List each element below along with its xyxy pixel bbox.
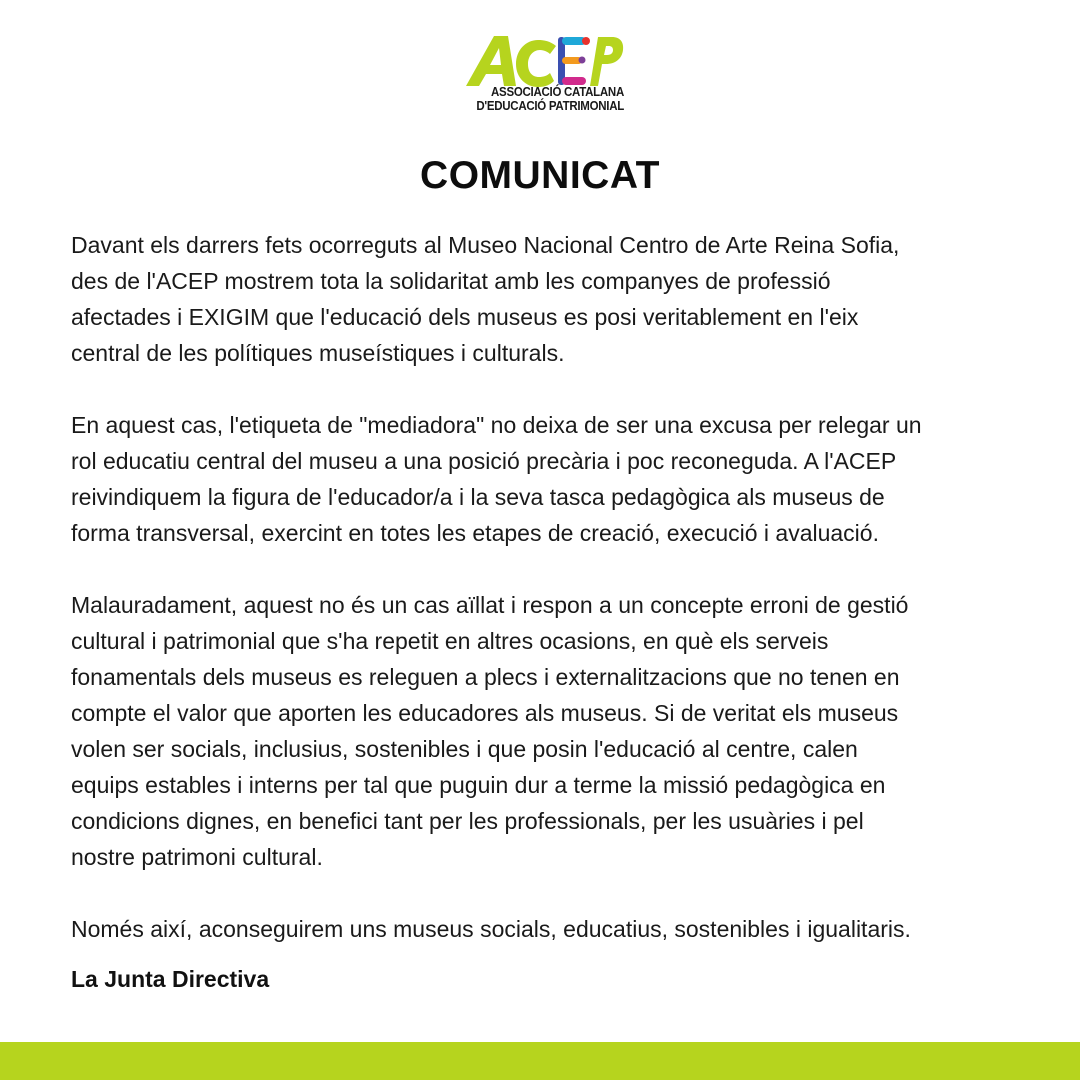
acep-logo xyxy=(462,32,624,118)
paragraph-line: condicions dignes, en benefici tant per les professionals, per les usuàries i pel xyxy=(71,808,864,834)
paragraph-line: compte el valor que aporten les educadores als museus. Si de veritat els museus xyxy=(71,700,899,726)
paragraph-line: Només així, aconseguirem uns museus socials, educatius, sostenibles i igualitaris. xyxy=(71,916,911,942)
paragraph-line: cultural i patrimonial que s'ha repetit en altres ocasions, en què els serveis xyxy=(71,628,829,654)
paragraph-line: reivindiquem la figura de l'educador/a i la seva tasca pedagògica als museus de xyxy=(71,484,885,510)
paragraph-line: Malauradament, aquest no és un cas aïllat i respon a un concepte erroni de gestió xyxy=(71,592,909,618)
paragraph-3 xyxy=(71,587,1021,875)
statement-body xyxy=(71,227,1021,983)
page-title: COMUNICAT xyxy=(420,154,660,197)
acep-logo-icon xyxy=(464,32,624,88)
paragraph-line: rol educatiu central del museu a una posició precària i poc reconeguda. A l'ACEP xyxy=(71,448,897,474)
paragraph-1 xyxy=(71,227,1021,371)
paragraph-line: nostre patrimoni cultural. xyxy=(71,844,323,870)
paragraph-line: volen ser socials, inclusius, sostenibles i que posin l'educació al centre, calen xyxy=(71,736,858,762)
logo-line-2: D'EDUCACIÓ PATRIMONIAL xyxy=(476,99,624,113)
paragraph-2 xyxy=(71,407,1021,551)
paragraph-line: des de l'ACEP mostrem tota la solidaritat amb les companyes de professió xyxy=(71,268,831,294)
bottom-accent-bar xyxy=(0,1042,1080,1080)
paragraph-line: afectades i EXIGIM que l'educació dels museus es posi veritablement en l'eix xyxy=(71,304,859,330)
paragraph-line: fonamentals dels museus es releguen a plecs i externalitzacions que no tenen en xyxy=(71,664,900,690)
logo-line-1: ASSOCIACIÓ CATALANA xyxy=(491,85,624,99)
paragraph-line: central de les polítiques museístiques i culturals. xyxy=(71,340,565,366)
paragraph-line: equips estables i interns per tal que puguin dur a terme la missió pedagògica en xyxy=(71,772,886,798)
paragraph-line: Davant els darrers fets ocorreguts al Museo Nacional Centro de Arte Reina Sofia, xyxy=(71,232,900,258)
paragraph-line: forma transversal, exercint en totes les etapes de creació, execució i avaluació. xyxy=(71,520,879,546)
signature: La Junta Directiva xyxy=(71,966,270,992)
paragraph-4 xyxy=(71,911,1021,947)
paragraph-line: En aquest cas, l'etiqueta de "mediadora" no deixa de ser una excusa per relegar un xyxy=(71,412,922,438)
